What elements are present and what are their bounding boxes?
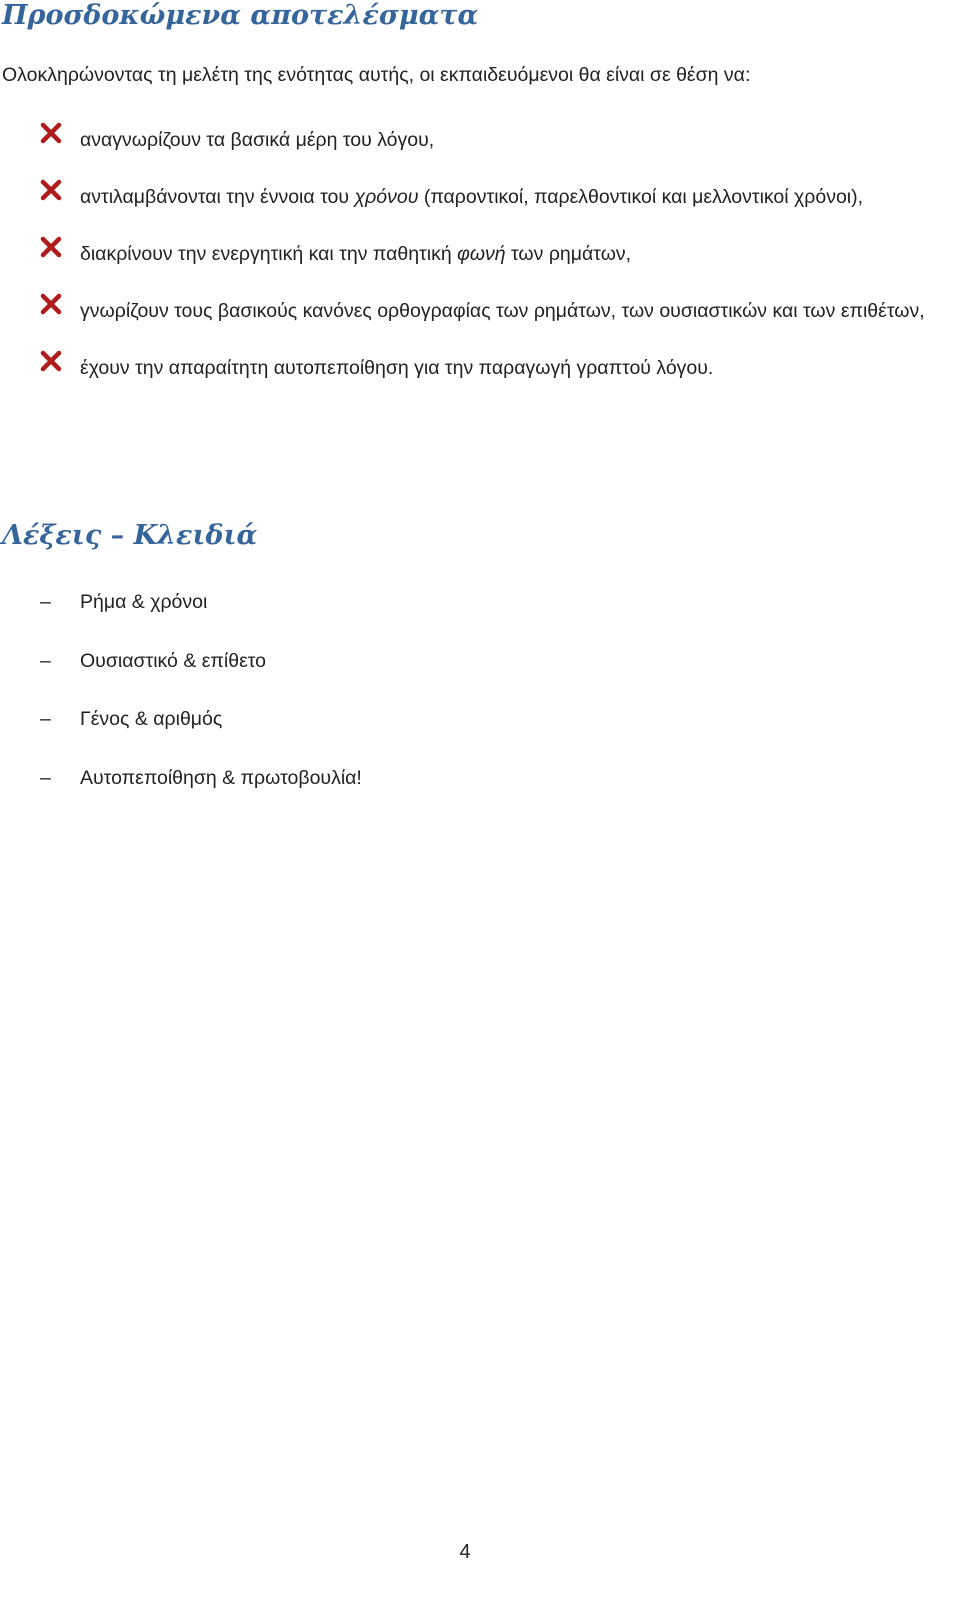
keyword-item	[0, 701, 960, 737]
keyword-text: Ρήμα & χρόνοι	[80, 591, 208, 613]
outcome-text: γνωρίζουν τους βασικούς κανόνες ορθογραφίας των ρημάτων, των ουσιαστικών και των επιθέτων,	[80, 300, 925, 322]
x-mark-icon	[40, 293, 62, 315]
intro-paragraph: Ολοκληρώνοντας τη μελέτη της ενότητας αυτής, οι εκπαιδευόμενοι θα είναι σε θέση να:	[2, 64, 751, 86]
x-mark-icon	[40, 179, 62, 201]
dash-bullet: –	[40, 766, 51, 789]
keyword-text: Αυτοπεποίθηση & πρωτοβουλία!	[80, 766, 362, 789]
keywords-heading: Λέξεις – Κλειδιά	[2, 520, 258, 551]
outcomes-list	[0, 118, 960, 403]
keyword-item	[0, 584, 960, 620]
outcome-emphasis: χρόνου	[354, 186, 419, 208]
outcome-item	[0, 232, 960, 276]
outcome-text: έχουν την απαραίτητη αυτοπεποίθηση για την παραγωγή γραπτού λόγου.	[80, 357, 714, 379]
dash-bullet: –	[40, 708, 51, 730]
dash-bullet: –	[40, 591, 51, 613]
keywords-list	[0, 584, 960, 818]
outcome-item	[0, 346, 960, 390]
outcome-text-post: (παροντικοί, παρελθοντικοί και μελλοντικοί χρόνοι),	[418, 186, 864, 208]
page-number: 4	[459, 1541, 471, 1563]
outcomes-heading: Προσδοκώμενα αποτελέσματα	[2, 0, 479, 31]
keyword-item	[0, 643, 960, 679]
x-mark-icon	[40, 350, 62, 372]
keyword-text: Γένος & αριθμός	[80, 708, 223, 730]
outcome-text-pre: διακρίνουν την ενεργητική και την παθητική	[80, 243, 458, 265]
dash-bullet: –	[40, 649, 51, 672]
outcome-text-post: των ρημάτων,	[505, 243, 632, 265]
keyword-text: Ουσιαστικό & επίθετο	[80, 649, 267, 672]
outcome-item	[0, 175, 960, 219]
outcome-item	[0, 118, 960, 162]
outcome-emphasis: φωνή	[457, 243, 506, 265]
outcome-item	[0, 289, 960, 333]
x-mark-icon	[40, 122, 62, 144]
outcome-text-pre: αντιλαμβάνονται την έννοια του	[80, 186, 355, 208]
x-mark-icon	[40, 236, 62, 258]
outcome-text: αναγνωρίζουν τα βασικά μέρη του λόγου,	[80, 129, 435, 151]
keyword-item	[0, 760, 960, 796]
